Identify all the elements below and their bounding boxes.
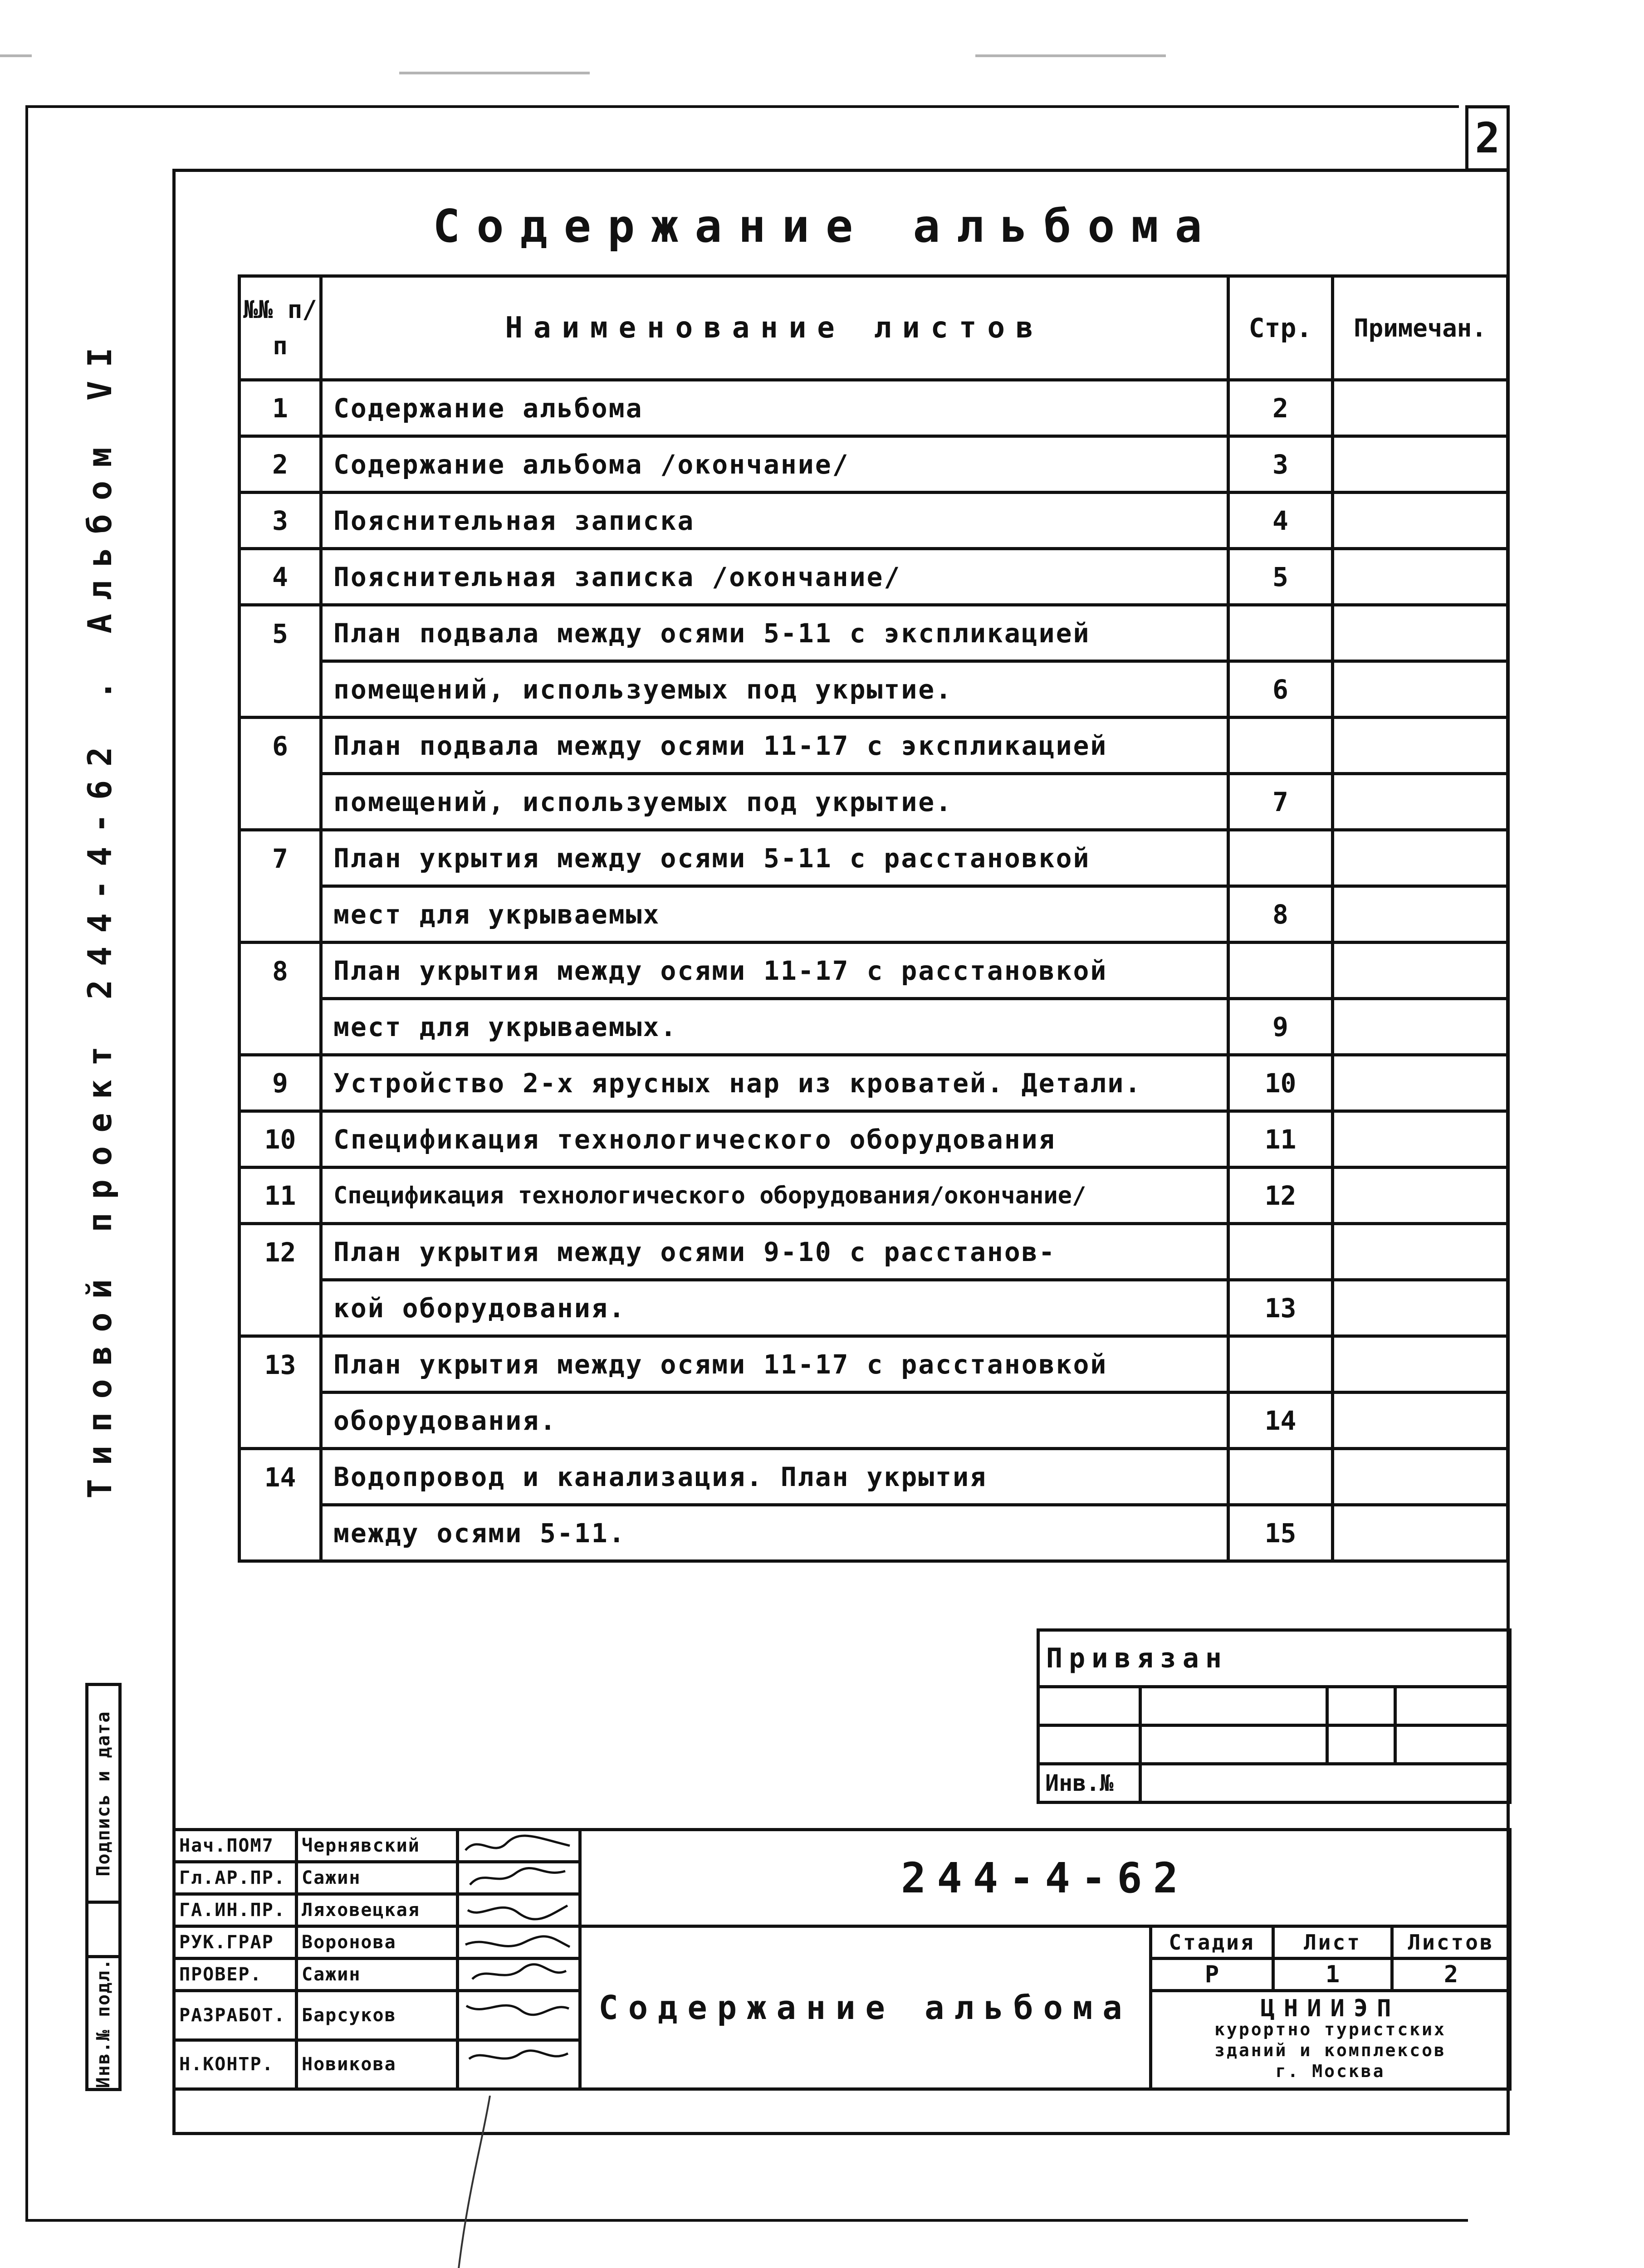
row-note: [1333, 549, 1508, 605]
org-line: курортно туристских: [1214, 2019, 1446, 2039]
binding-row: [1038, 1687, 1510, 1725]
sheet-number-box: [1465, 105, 1510, 171]
row-title: План укрытия между осями 11-17 с расстановкой: [321, 1336, 1228, 1393]
row-title: Содержание альбома /окончание/: [321, 436, 1228, 493]
row-title: Спецификация технологического оборудования/окончание/: [321, 1168, 1228, 1224]
row-num: [240, 886, 321, 943]
table-header-row: [240, 276, 1508, 380]
header-page: Стр.: [1228, 276, 1333, 380]
table-row: [240, 999, 1508, 1055]
scan-noise: [399, 72, 590, 74]
row-page: [1228, 1449, 1333, 1505]
signatory-role: РАЗРАБОТ.: [174, 1991, 297, 2040]
signatory-role: ПРОВЕР.: [174, 1959, 297, 1991]
signatory-name: Сажин: [297, 1862, 458, 1894]
side-project-label: Типовой проект 244-4-62 . Альбом VI: [81, 334, 119, 1499]
organization: [1151, 1991, 1510, 2089]
signature: [458, 2040, 580, 2089]
row-title: План укрытия между осями 11-17 с расстановкой: [321, 943, 1228, 999]
signatory-role: Нач.ПОМ7: [174, 1830, 297, 1862]
row-page: 12: [1228, 1168, 1333, 1224]
row-page: [1228, 943, 1333, 999]
row-num: 6: [240, 718, 321, 774]
signature-scribble: [461, 1961, 574, 1987]
inner-border-top: [172, 169, 1510, 172]
row-num: 13: [240, 1336, 321, 1393]
row-title: помещений, используемых под укрытие.: [321, 661, 1228, 718]
row-title: помещений, используемых под укрытие.: [321, 774, 1228, 830]
row-title: мест для укрываемых: [321, 886, 1228, 943]
row-page: [1228, 830, 1333, 886]
sheet-label: Лист: [1273, 1926, 1392, 1959]
table-row: [240, 549, 1508, 605]
row-note: [1333, 605, 1508, 661]
row-title: Водопровод и канализация. План укрытия: [321, 1449, 1228, 1505]
sheets-label: Листов: [1392, 1926, 1510, 1959]
signature-scribble: [461, 1993, 574, 2019]
org-line: зданий и комплексов: [1214, 2040, 1446, 2060]
row-note: [1333, 436, 1508, 493]
row-page: 9: [1228, 999, 1333, 1055]
signatory-name: Чернявский: [297, 1830, 458, 1862]
row-note: [1333, 1505, 1508, 1561]
row-page: 4: [1228, 493, 1333, 549]
header-note: Примечан.: [1333, 276, 1508, 380]
row-page: 11: [1228, 1111, 1333, 1168]
row-num: 7: [240, 830, 321, 886]
signatory-name: Барсуков: [297, 1991, 458, 2040]
binding-block: [1037, 1628, 1512, 1804]
row-num: [240, 1280, 321, 1336]
signatory-role: РУК.ГРАР: [174, 1926, 297, 1959]
row-page: 15: [1228, 1505, 1333, 1561]
sheet-number: 2: [1475, 114, 1500, 162]
row-page: [1228, 718, 1333, 774]
row-note: [1333, 1224, 1508, 1280]
signature-scribble: [461, 1897, 574, 1923]
row-note: [1333, 1449, 1508, 1505]
table-row: [240, 943, 1508, 999]
table-row: [240, 830, 1508, 886]
table-row: [240, 1055, 1508, 1111]
table-row: [240, 1505, 1508, 1561]
empty-cell: [88, 1904, 118, 1958]
row-note: [1333, 999, 1508, 1055]
table-row: [240, 380, 1508, 436]
frame-left-line: [25, 105, 28, 2219]
row-title: План укрытия между осями 9-10 с расстанов-: [321, 1224, 1228, 1280]
stage-label: Стадия: [1151, 1926, 1273, 1959]
row-page: [1228, 1224, 1333, 1280]
stage-value: Р: [1151, 1959, 1273, 1991]
row-note: [1333, 718, 1508, 774]
table-row: [240, 1280, 1508, 1336]
table-row: [240, 1336, 1508, 1393]
row-num: 1: [240, 380, 321, 436]
table-row: [240, 774, 1508, 830]
row-note: [1333, 886, 1508, 943]
row-num: [240, 774, 321, 830]
row-note: [1333, 830, 1508, 886]
row-num: 11: [240, 1168, 321, 1224]
binding-inv-row: [1038, 1764, 1510, 1803]
row-title: План подвала между осями 5-11 с экспликацией: [321, 605, 1228, 661]
pen-stroke: [445, 2096, 499, 2268]
scan-noise: [0, 54, 32, 57]
signature: [458, 1959, 580, 1991]
table-row: [240, 1449, 1508, 1505]
row-page: [1228, 1336, 1333, 1393]
frame-bottom-line: [25, 2219, 1468, 2222]
row-title: Пояснительная записка: [321, 493, 1228, 549]
signatory-name: Ляховецкая: [297, 1894, 458, 1926]
row-title: оборудования.: [321, 1393, 1228, 1449]
row-note: [1333, 774, 1508, 830]
row-num: 9: [240, 1055, 321, 1111]
table-row: [240, 1168, 1508, 1224]
signatory-role: Гл.АР.ПР.: [174, 1862, 297, 1894]
contents-table: [238, 274, 1509, 1563]
table-row: [240, 1111, 1508, 1168]
inner-border-bottom: [172, 2132, 1510, 2135]
signature-scribble: [461, 1832, 574, 1858]
signatory-name: Воронова: [297, 1926, 458, 1959]
signature: [458, 1926, 580, 1959]
row-page: 14: [1228, 1393, 1333, 1449]
row-page: 13: [1228, 1280, 1333, 1336]
row-title: Устройство 2-х ярусных нар из кроватей. Детали.: [321, 1055, 1228, 1111]
row-num: 12: [240, 1224, 321, 1280]
signature: [458, 1862, 580, 1894]
left-vertical-stamp: [85, 1683, 122, 2091]
row-note: [1333, 943, 1508, 999]
signature-scribble: [461, 1864, 574, 1891]
org-city: г. Москва: [1275, 2061, 1385, 2081]
binding-inv-label: Инв.№: [1038, 1764, 1140, 1803]
table-row: [240, 886, 1508, 943]
signatory-name: Новикова: [297, 2040, 458, 2089]
row-num: 14: [240, 1449, 321, 1505]
signature-scribble: [461, 2043, 574, 2069]
sign-date-cell: [88, 1686, 118, 1904]
row-title: План подвала между осями 11-17 с экспликацией: [321, 718, 1228, 774]
row-title: Пояснительная записка /окончание/: [321, 549, 1228, 605]
row-title: кой оборудования.: [321, 1280, 1228, 1336]
table-row: [240, 1393, 1508, 1449]
document-title: Содержание альбома: [580, 1926, 1151, 2089]
row-num: [240, 1505, 321, 1561]
signatory-role: Н.КОНТР.: [174, 2040, 297, 2089]
signature: [458, 1830, 580, 1862]
row-num: 3: [240, 493, 321, 549]
table-row: [240, 493, 1508, 549]
row-num: 2: [240, 436, 321, 493]
sign-date-label: Подпись и дата: [93, 1710, 114, 1877]
table-row: [240, 1224, 1508, 1280]
table-row: [240, 436, 1508, 493]
row-title: мест для укрываемых.: [321, 999, 1228, 1055]
signatory-name: Сажин: [297, 1959, 458, 1991]
row-note: [1333, 1336, 1508, 1393]
row-num: 4: [240, 549, 321, 605]
signatory-role: ГА.ИН.ПР.: [174, 1894, 297, 1926]
row-num: 5: [240, 605, 321, 661]
sheet-value: 1: [1273, 1959, 1392, 1991]
row-num: [240, 661, 321, 718]
row-note: [1333, 661, 1508, 718]
org-name: ЦНИИЭП: [1260, 1995, 1400, 2022]
row-page: 8: [1228, 886, 1333, 943]
row-page: 2: [1228, 380, 1333, 436]
row-num: [240, 1393, 321, 1449]
signature: [458, 1894, 580, 1926]
row-note: [1333, 1055, 1508, 1111]
page-title: Содержание альбома: [433, 200, 1218, 253]
row-page: 3: [1228, 436, 1333, 493]
row-title: между осями 5-11.: [321, 1505, 1228, 1561]
row-num: 8: [240, 943, 321, 999]
table-row: [240, 661, 1508, 718]
row-note: [1333, 1168, 1508, 1224]
sheets-value: 2: [1392, 1959, 1510, 1991]
row-note: [1333, 380, 1508, 436]
binding-label: Привязан: [1038, 1630, 1510, 1687]
row-num: 10: [240, 1111, 321, 1168]
row-note: [1333, 1280, 1508, 1336]
row-note: [1333, 1393, 1508, 1449]
row-page: 5: [1228, 549, 1333, 605]
row-title: План укрытия между осями 5-11 с расстановкой: [321, 830, 1228, 886]
signature: [458, 1991, 580, 2040]
header-num: №№ п/п: [240, 276, 321, 380]
row-title: Спецификация технологического оборудования: [321, 1111, 1228, 1168]
row-title: Содержание альбома: [321, 380, 1228, 436]
row-note: [1333, 493, 1508, 549]
binding-header-row: [1038, 1630, 1510, 1687]
header-name: Наименование листов: [321, 276, 1228, 380]
row-note: [1333, 1111, 1508, 1168]
project-code: 244-4-62: [580, 1830, 1510, 1926]
table-row: [240, 718, 1508, 774]
scan-noise: [975, 54, 1166, 57]
table-row: [240, 605, 1508, 661]
inv-podl-cell: [88, 1958, 118, 2088]
row-page: 7: [1228, 774, 1333, 830]
row-page: 10: [1228, 1055, 1333, 1111]
signature-scribble: [461, 1929, 574, 1955]
title-block: [172, 1828, 1512, 2091]
frame-top-line: [25, 105, 1459, 108]
row-page: 6: [1228, 661, 1333, 718]
binding-row: [1038, 1725, 1510, 1764]
row-num: [240, 999, 321, 1055]
row-page: [1228, 605, 1333, 661]
inv-podl-label: Инв.№ подл.: [93, 1958, 114, 2088]
